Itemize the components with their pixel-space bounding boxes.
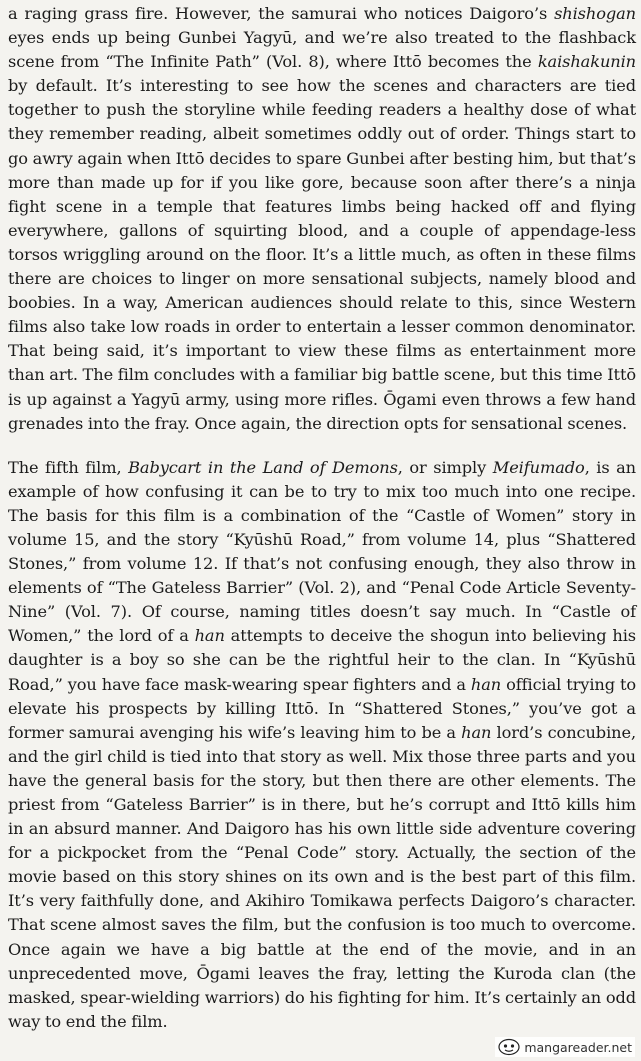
watermark-text: mangareader.net [524,1039,632,1055]
paragraph-2: The fifth film, Babycart in the Land of Demons, or simply Meifumado, is an example of how confusing it can be to try to mix too much into one recipe. The basis for this film is a combination of the “Castle of Women” story in volume 15, and the story “Kyūshū Road,” from volume 14, plus “Shattered Stones,” from volume 12. If that’s not confusing enough, they also throw in elements of “The Gateless Barrier” (Vol. 2), and “Penal Code Article Seventy-Nine” (Vol. 7). Of course, naming titles doesn’t say much. In “Castle of Women,” the lord of a han attempts to deceive the shogun into believing his daughter is a boy so she can be the rightful heir to the clan. In “Kyūshū Road,” you have face mask-wearing spear fighters and a han official trying to elevate his prospects by killing Ittō. In “Shattered Stones,” you’ve got a former samurai avenging his wife’s leaving him to be a han lord’s concubine, and the girl child is tied into that story as well. Mix those three parts and you have the general basis for the story, but then there are other elements. The priest from “Gateless Barrier” is in there, but he’s corrupt and Ittō kills him in an absurd manner. And Daigoro has his own little side adventure covering for a pickpocket from the “Penal Code” story. Actually, the section of the movie based on this story shines on its own and is the best part of this film. It’s very faithfully done, and Akihiro Tomikawa perfects Daigoro’s character. That scene almost saves the film, but the confusion is too much to overcome. Once again we have a big battle at the end of the movie, and in an unprecedented move, Ōgami leaves the fray, letting the Kuroda clan (the masked, spear-wielding warriors) do his fighting for him. It’s certainly an odd way to end the film. [8,457,637,1031]
italic-term: shishogan [554,4,636,23]
paragraph-1: a raging grass fire. However, the samurai who notices Daigoro’s shishogan eyes ends up being Gunbei Yagyū, and we’re also treated to the flashback scene from “The Infinite Path” (Vol. 8), where Ittō becomes the kaishakunin by default. It’s interesting to see how the scenes and characters are tied together to push the storyline while feeding readers a healthy dose of what they remember reading, albeit sometimes oddly out of order. Things start to go awry again when Ittō decides to spare Gunbei after besting him, but that’s more than made up for if you like gore, because soon after there’s a ninja fight scene in a temple that features limbs being hacked off and flying everywhere, gallons of squirting blood, and a couple of appendage-less torsos wriggling around on the floor. It’s a little much, as often in these films there are choices to linger on more sensational subjects, namely blood and boobies. In a way, American audiences should relate to this, since Western films also take low roads in order to entertain a lesser common denominator. That being said, it’s important to view these films as entertainment more than art. The film concludes with a familiar big battle scene, but this time Ittō is up against a Yagyū army, using more rifles. Ōgami even throws a few hand grenades into the fray. Once again, the direction opts for sensational scenes. [8,4,636,433]
italic-term: han [461,722,492,742]
italic-term: Babycart in the Land of Demons [128,457,398,477]
italic-term: Meifumado [492,457,585,477]
italic-term: han [470,674,502,694]
mangareader-logo-icon [498,1038,520,1056]
italic-term: kaishakunin [537,52,636,72]
italic-term: han [194,626,225,646]
watermark [495,1037,635,1057]
